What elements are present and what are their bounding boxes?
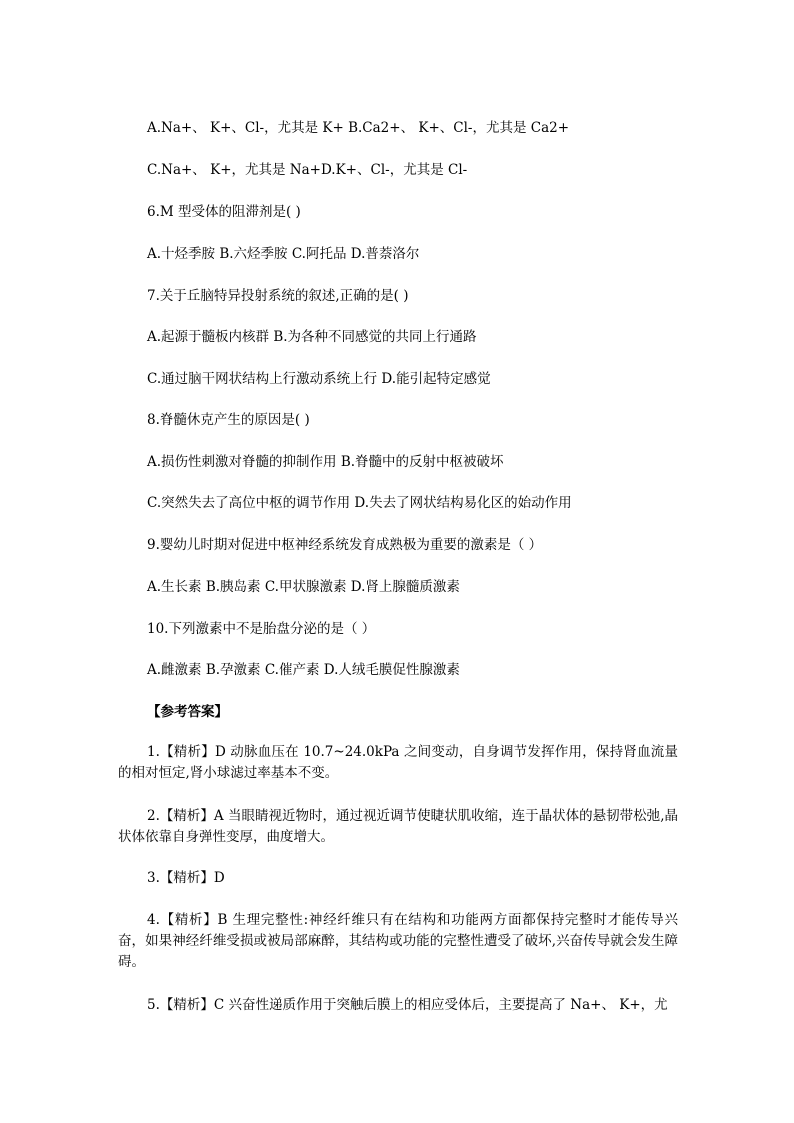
q9-stem: 9.婴幼儿时期对促进中枢神经系统发育成熟极为重要的激素是（ ） [147,537,543,553]
q8-stem: 8.脊髓休克产生的原因是( ) [147,412,310,428]
q6-options: A.十烃季胺 B.六烃季胺 C.阿托品 D.普萘洛尔 [147,246,420,262]
q10-stem: 10.下列激素中不是胎盘分泌的是（ ） [147,621,376,637]
answer-4: 4.【精析】B 生理完整性:神经纤维只有在结构和功能两方面都保持完整时才能传导兴奋，如果神经纤维受损或被局部麻醉，其结构或功能的完整性遭受了破坏,兴奋传导就会发生障碍。 [118,912,678,970]
q6-stem: 6.M 型受体的阻滞剂是( ) [147,204,301,220]
answer-2: 2.【精析】A 当眼睛视近物时，通过视近调节使睫状肌收缩，连于晶状体的悬韧带松弛,晶状体依靠自身弹性变厚，曲度增大。 [118,808,678,845]
q7-options-cd: C.通过脑干网状结构上行激动系统上行 D.能引起特定感觉 [147,371,491,387]
answer-5: 5.【精析】C 兴奋性递质作用于突触后膜上的相应受体后，主要提高了 Na+、 K+，尤 [147,997,668,1013]
q5-options-cd: C.Na+、 K+，尤其是 Na+D.K+、Cl-，尤其是 Cl- [147,162,468,178]
q7-options-ab: A.起源于髓板内核群 B.为各种不同感觉的共同上行通路 [147,329,477,345]
q8-options-cd: C.突然失去了高位中枢的调节作用 D.失去了网状结构易化区的始动作用 [147,495,572,511]
answer-1: 1.【精析】D 动脉血压在 10.7~24.0kPa 之间变动，自身调节发挥作用，保持肾血流量的相对恒定,肾小球滤过率基本不变。 [118,744,678,781]
q9-options: A.生长素 B.胰岛素 C.甲状腺激素 D.肾上腺髓质激素 [147,579,460,595]
q7-stem: 7.关于丘脑特异投射系统的叙述,正确的是( ) [147,288,409,304]
q10-options: A.雌激素 B.孕激素 C.催产素 D.人绒毛膜促性腺激素 [147,662,460,678]
answer-3: 3.【精析】D [147,870,225,886]
q5-options-ab: A.Na+、 K+、Cl-，尤其是 K+ B.Ca2+、 K+、Cl-，尤其是 Ca2+ [147,120,570,136]
answers-heading: 【参考答案】 [147,704,228,720]
q8-options-ab: A.损伤性刺激对脊髓的抑制作用 B.脊髓中的反射中枢被破坏 [147,454,504,470]
